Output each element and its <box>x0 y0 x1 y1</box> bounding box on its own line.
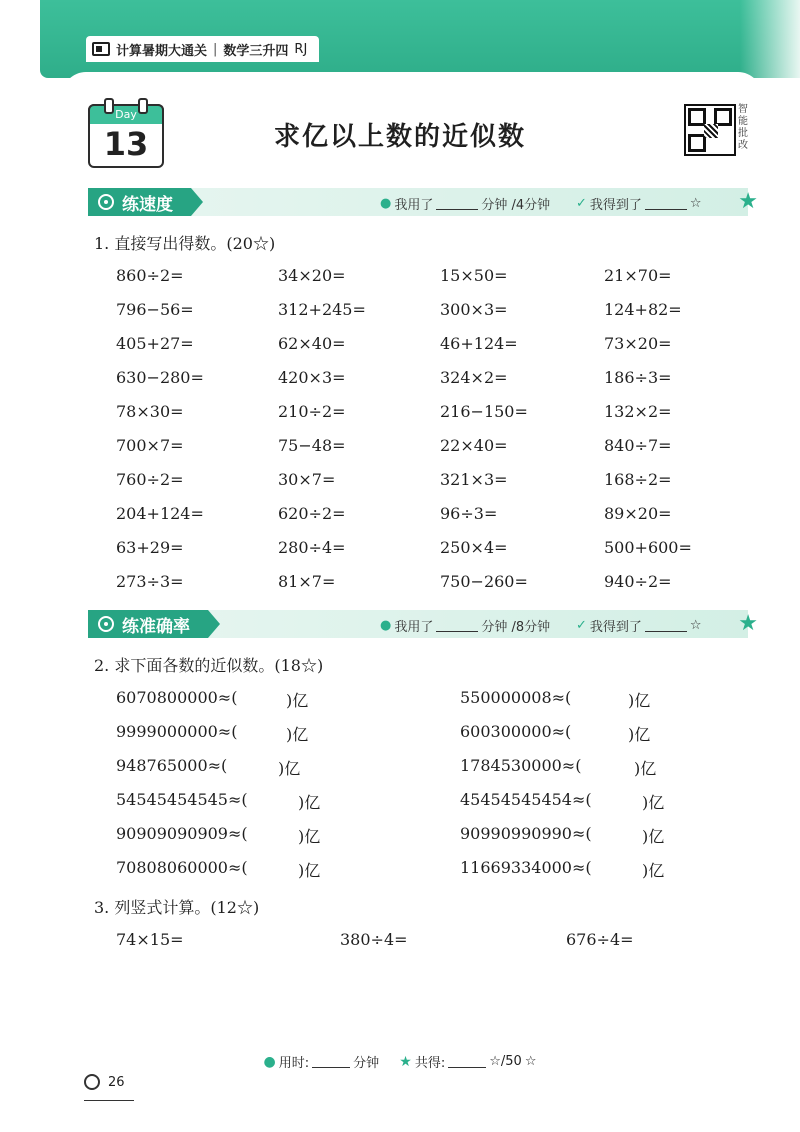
q1-problem: 760÷2= <box>116 470 184 489</box>
q1-problem: 30×7= <box>278 470 336 489</box>
header-series: 计算暑期大通关 <box>116 43 208 59</box>
q1-problem: 62×40= <box>278 334 346 353</box>
q2-number: 9999000000≈( <box>116 722 238 741</box>
time-used-2: ● 我用了 分钟 /8分钟 <box>380 618 551 635</box>
q2-heading: 2. 求下面各数的近似数。(18☆) <box>94 656 324 675</box>
q1-problem: 204+124= <box>116 504 204 523</box>
q2-number: 1784530000≈( <box>460 756 582 775</box>
q1-problem: 750−260= <box>440 572 528 591</box>
qr-label: 智能批改 <box>738 104 748 151</box>
footer <box>0 1052 800 1071</box>
q1-heading: 1. 直接写出得数。(20☆) <box>94 234 276 253</box>
q1-problem: 22×40= <box>440 436 508 455</box>
stopwatch-icon <box>98 194 114 210</box>
q1-problem: 250×4= <box>440 538 508 557</box>
q2-answer-blank[interactable]: )亿 <box>298 861 321 880</box>
header-grade: 数学三升四 <box>223 43 289 59</box>
score-blank[interactable] <box>645 197 687 210</box>
q3-heading: 3. 列竖式计算。(12☆) <box>94 898 260 917</box>
q2-answer-blank[interactable]: )亿 <box>298 827 321 846</box>
time-blank[interactable] <box>436 197 478 210</box>
day-number: 13 <box>103 125 149 163</box>
header-edition: RJ <box>294 41 308 57</box>
q2-number: 600300000≈( <box>460 722 572 741</box>
target-icon <box>98 616 114 632</box>
score-blank-2[interactable] <box>645 619 687 632</box>
q1-problem: 620÷2= <box>278 504 346 523</box>
star-icon: ★ <box>738 189 758 214</box>
q1-problem: 34×20= <box>278 266 346 285</box>
qr-code-icon[interactable] <box>684 104 736 156</box>
q1-problem: 940÷2= <box>604 572 672 591</box>
q1-problem: 21×70= <box>604 266 672 285</box>
check-icon: ✓ <box>576 618 587 633</box>
q2-number: 45454545454≈( <box>460 790 592 809</box>
q1-problem: 168÷2= <box>604 470 672 489</box>
q2-number: 90990990990≈( <box>460 824 592 843</box>
footer-time: ● 用时: 分钟 <box>263 1053 380 1071</box>
q1-problem: 840÷7= <box>604 436 672 455</box>
time-blank-2[interactable] <box>436 619 478 632</box>
q2-number: 90909090909≈( <box>116 824 248 843</box>
page-sheet <box>62 72 762 1112</box>
q1-problem: 210÷2= <box>278 402 346 421</box>
q1-problem: 89×20= <box>604 504 672 523</box>
q1-problem: 15×50= <box>440 266 508 285</box>
q2-answer-blank[interactable]: )亿 <box>634 759 657 778</box>
time-used: ● 我用了 分钟 /4分钟 <box>380 196 551 213</box>
q1-problem: 312+245= <box>278 300 366 319</box>
q1-problem: 500+600= <box>604 538 692 557</box>
star-icon: ★ <box>738 611 758 636</box>
q2-number: 54545454545≈( <box>116 790 248 809</box>
calendar-ring-icon <box>104 98 114 114</box>
section-accuracy-tag <box>88 610 208 638</box>
calendar-ring-icon <box>138 98 148 114</box>
drop-icon: ● <box>380 196 392 211</box>
q1-problem: 321×3= <box>440 470 508 489</box>
q1-problem: 46+124= <box>440 334 518 353</box>
section-accuracy-bar <box>88 610 758 638</box>
header-tab: 计算暑期大通关 | 数学三升四 RJ <box>86 36 319 62</box>
q1-problem: 280÷4= <box>278 538 346 557</box>
day-label: Day <box>88 104 164 124</box>
q2-answer-blank[interactable]: )亿 <box>642 827 665 846</box>
score-got: ✓ 我得到了 ☆ <box>576 196 702 213</box>
q1-problem: 73×20= <box>604 334 672 353</box>
check-icon: ✓ <box>576 196 587 211</box>
q2-answer-blank[interactable]: )亿 <box>278 759 301 778</box>
page-number: 26 <box>84 1074 125 1090</box>
q1-problem: 630−280= <box>116 368 204 387</box>
q1-problem: 273÷3= <box>116 572 184 591</box>
clock-icon: ● <box>263 1053 276 1070</box>
q1-problem: 186÷3= <box>604 368 672 387</box>
sun-icon <box>84 1074 100 1090</box>
footer-total-blank[interactable] <box>448 1055 486 1068</box>
q1-problem: 132×2= <box>604 402 672 421</box>
section-speed-title: 练速度 <box>122 194 173 215</box>
q1-problem: 78×30= <box>116 402 184 421</box>
page-title: 求亿以上数的近似数 <box>273 122 526 152</box>
score-got-2: ✓ 我得到了 ☆ <box>576 618 702 635</box>
q2-answer-blank[interactable]: )亿 <box>286 691 309 710</box>
q2-number: 6070800000≈( <box>116 688 238 707</box>
q1-problem: 420×3= <box>278 368 346 387</box>
q2-answer-blank[interactable]: )亿 <box>642 861 665 880</box>
q2-number: 70808060000≈( <box>116 858 248 877</box>
q1-problem: 124+82= <box>604 300 682 319</box>
q1-problem: 81×7= <box>278 572 336 591</box>
q1-problem: 796−56= <box>116 300 194 319</box>
q2-answer-blank[interactable]: )亿 <box>286 725 309 744</box>
q3-item: 676÷4= <box>566 930 634 949</box>
q1-problem: 96÷3= <box>440 504 498 523</box>
q2-number: 11669334000≈( <box>460 858 592 877</box>
q1-problem: 75−48= <box>278 436 346 455</box>
q1-problem: 324×2= <box>440 368 508 387</box>
book-icon <box>92 42 110 56</box>
q2-answer-blank[interactable]: )亿 <box>628 725 651 744</box>
section-speed-tag <box>88 188 191 216</box>
drop-icon: ● <box>380 618 392 633</box>
q1-problem: 300×3= <box>440 300 508 319</box>
q2-number: 948765000≈( <box>116 756 228 775</box>
q2-answer-blank[interactable]: )亿 <box>628 691 651 710</box>
section-accuracy-title: 练准确率 <box>122 616 190 637</box>
q1-problem: 405+27= <box>116 334 194 353</box>
q1-problem: 700×7= <box>116 436 184 455</box>
q2-number: 550000008≈( <box>460 688 572 707</box>
q1-problem: 63+29= <box>116 538 184 557</box>
star-icon: ★ <box>399 1053 412 1070</box>
q1-problem: 860÷2= <box>116 266 184 285</box>
q1-problem: 216−150= <box>440 402 528 421</box>
q2-answer-blank[interactable]: )亿 <box>642 793 665 812</box>
q2-answer-blank[interactable]: )亿 <box>298 793 321 812</box>
q3-item: 380÷4= <box>340 930 408 949</box>
footer-time-blank[interactable] <box>312 1055 350 1068</box>
q3-item: 74×15= <box>116 930 184 949</box>
footer-total: ★ 共得: ☆/50 ☆ <box>399 1053 537 1071</box>
section-speed-bar <box>88 188 758 216</box>
